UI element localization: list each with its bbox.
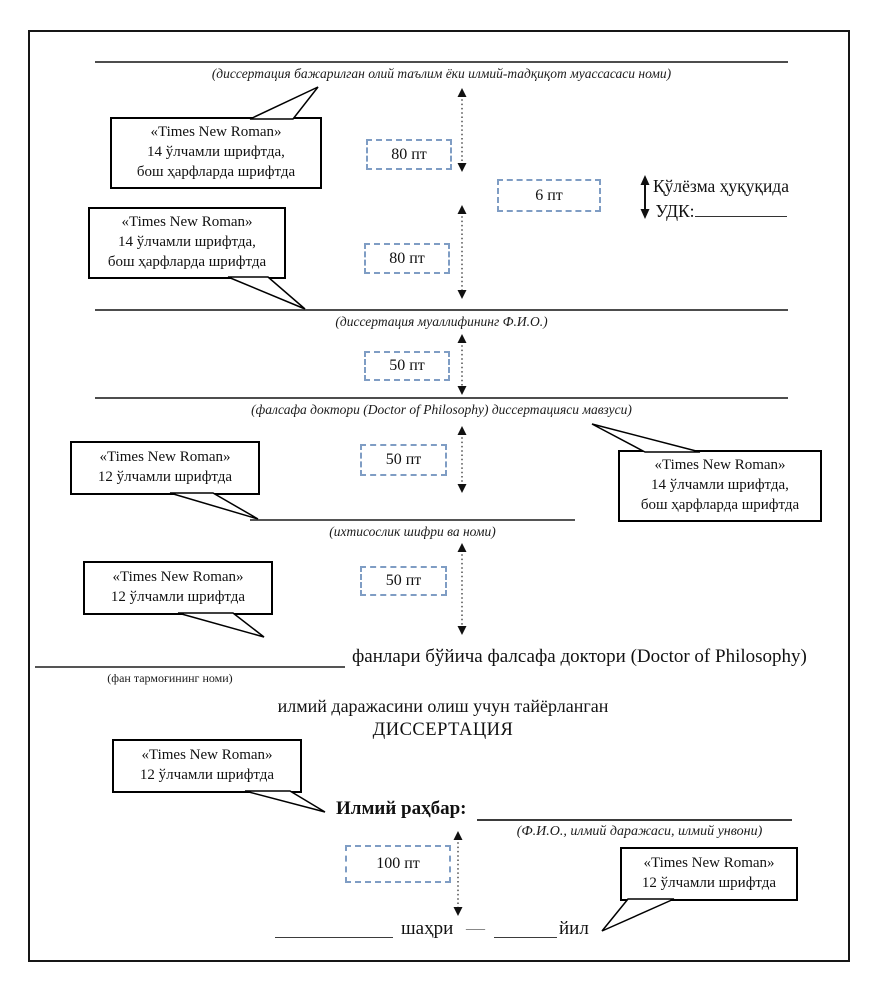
- callout-font-14-topic: [618, 450, 822, 522]
- prepared-line-text: илмий даражасини олиш учун тайёрланган: [277, 696, 609, 716]
- branch-blank-line: [35, 666, 345, 668]
- callout-line: 12 ўлчамли шрифтда: [139, 767, 275, 783]
- dissertation-title-text: ДИССЕРТАЦИЯ: [372, 720, 514, 740]
- callout-line: 12 ўлчамли шрифтда: [641, 875, 777, 891]
- callout-font-14-author: [88, 207, 286, 279]
- gap-label: 80 пт: [389, 249, 425, 267]
- udk-label: УДК:: [655, 201, 695, 222]
- gap-box-100pt: [345, 845, 451, 883]
- callout-font-12-branch: [83, 561, 273, 615]
- callout-line: «Times New Roman»: [654, 457, 786, 474]
- author-caption: (диссертация муаллифининг Ф.И.О.): [335, 314, 548, 329]
- year-blank-line: [494, 937, 557, 938]
- specialty-rule-line: [250, 519, 575, 521]
- gap-label: 50 пт: [385, 451, 422, 468]
- callout-font-14-top: [110, 117, 322, 189]
- author-rule-line: [95, 309, 788, 311]
- callout-line: «Times New Roman»: [99, 449, 231, 466]
- gap-box-50pt-3: [360, 566, 447, 596]
- gap-box-80pt-top: [366, 139, 452, 170]
- supervisor-blank-line: [477, 819, 792, 821]
- callout-line: «Times New Roman»: [141, 747, 273, 764]
- callout-line: бош ҳарфларда шрифтда: [640, 496, 800, 513]
- gap-box-6pt: [497, 179, 601, 212]
- gap-box-50pt-1: [364, 351, 450, 381]
- callout-line: бош ҳарфларда шрифтда: [107, 253, 267, 270]
- callout-line: «Times New Roman»: [150, 124, 282, 141]
- gap-box-80pt-bottom: [364, 243, 450, 274]
- callout-line: 14 ўлчамли шрифтда,: [147, 144, 285, 161]
- gap-box-50pt-2: [360, 444, 447, 476]
- callout-line: 14 ўлчамли шрифтда,: [651, 477, 789, 494]
- callout-line: 12 ўлчамли шрифтда: [110, 589, 246, 605]
- city-year-dash: —: [466, 918, 485, 939]
- city-blank-line: [275, 937, 393, 938]
- specialty-caption: (ихтисослик шифри ва номи): [329, 524, 496, 539]
- callout-line: «Times New Roman»: [112, 569, 244, 586]
- udk-blank-line: [695, 202, 787, 217]
- gap-label: 50 пт: [385, 572, 422, 589]
- callout-line: бош ҳарфларда шрифтда: [136, 163, 296, 180]
- callout-line: 12 ўлчамли шрифтда: [97, 469, 233, 485]
- callout-line: «Times New Roman»: [121, 214, 253, 231]
- callout-font-12-city-year: [620, 847, 798, 901]
- degree-line-text: фанлари бўйича фалсафа доктори (Doctor of Philosophy): [352, 646, 807, 667]
- gap-label: 6 пт: [535, 186, 563, 204]
- manuscript-udk-block: [625, 174, 817, 225]
- gap-label: 100 пт: [376, 855, 420, 872]
- manuscript-right-text: Қўлёзма ҳуқуқида: [653, 176, 789, 196]
- supervisor-caption: (Ф.И.О., илмий даражаси, илмий унвони): [516, 824, 763, 839]
- callout-font-12-specialty: [70, 441, 260, 495]
- supervisor-label: Илмий раҳбар:: [336, 798, 467, 819]
- topic-rule-line: [95, 397, 788, 399]
- year-text: йил: [559, 918, 589, 939]
- institution-caption: (диссертация бажарилган олий таълим ёки илмий-тадқиқот муассасаси номи): [211, 66, 672, 81]
- callout-line: «Times New Roman»: [643, 855, 775, 872]
- city-text: шаҳри: [401, 918, 454, 939]
- udk-line: [625, 199, 817, 224]
- gap-label: 50 пт: [389, 357, 425, 374]
- gap-label: 80 пт: [391, 145, 427, 163]
- callout-line: 14 ўлчамли шрифтда,: [118, 234, 256, 251]
- topic-caption: (фалсафа доктори (Doctor of Philosophy) диссертацияси мавзуси): [251, 402, 632, 417]
- institution-rule-line: [95, 61, 788, 63]
- branch-caption: (фан тармоғининг номи): [107, 671, 233, 685]
- callout-font-12-supervisor: [112, 739, 302, 793]
